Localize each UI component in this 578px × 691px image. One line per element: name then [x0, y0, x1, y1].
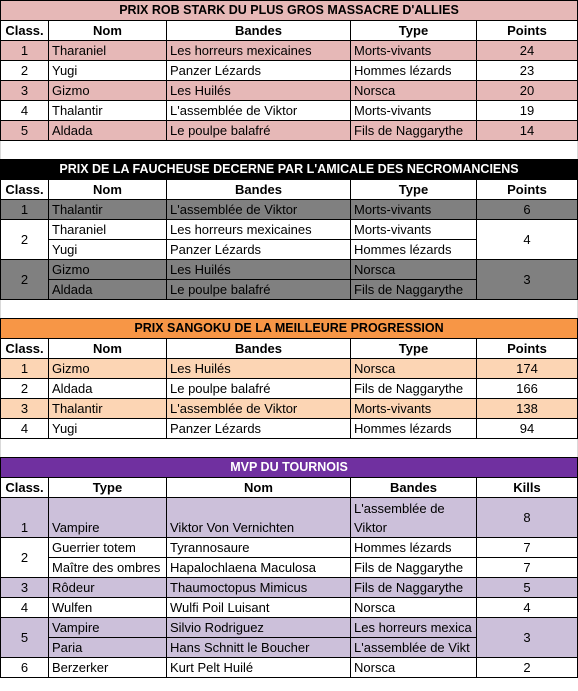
name-cell: Yugi [49, 419, 167, 439]
name-cell: Aldada [49, 379, 167, 399]
table-row [1, 658, 578, 678]
rank-cell: 3 [1, 81, 49, 101]
spacer-cell [1, 141, 578, 160]
band-cell: Hommes lézards [351, 538, 477, 558]
name-cell: Gizmo [49, 260, 167, 280]
table-row [1, 41, 578, 61]
name-cell: Aldada [49, 280, 167, 300]
table-row [1, 498, 578, 538]
points-cell: 166 [477, 379, 578, 399]
t4-header-cell: Bandes [351, 478, 477, 498]
t3-header-cell: Points [477, 339, 578, 359]
rank-cell: 4 [1, 598, 49, 618]
points-cell: 20 [477, 81, 578, 101]
name-cell: Thaumoctopus Mimicus [167, 578, 351, 598]
table-row [1, 200, 578, 220]
band-cell: L'assemblée de Viktor [167, 200, 351, 220]
spacer-row [1, 141, 578, 160]
rank-cell: 3 [1, 399, 49, 419]
t4-header-row [1, 478, 578, 498]
type-cell: Morts-vivants [351, 200, 477, 220]
table-row [1, 419, 578, 439]
name-cell: Thalantir [49, 399, 167, 419]
name-cell: Tharaniel [49, 220, 167, 240]
name-cell: Hapalochlaena Maculosa [167, 558, 351, 578]
type-cell: Hommes lézards [351, 61, 477, 81]
rank-cell: 5 [1, 618, 49, 658]
band-cell: L'assemblée de Viktor [167, 399, 351, 419]
table-row [1, 61, 578, 81]
t4-header-cell: Class. [1, 478, 49, 498]
type-cell: Norsca [351, 260, 477, 280]
t1-header-cell: Class. [1, 21, 49, 41]
t4-header-cell: Kills [477, 478, 578, 498]
rank-cell: 2 [1, 220, 49, 260]
rank-cell: 3 [1, 578, 49, 598]
t1-title-row [1, 1, 578, 21]
t3-title-row [1, 319, 578, 339]
kills-cell: 2 [477, 658, 578, 678]
rank-cell: 4 [1, 419, 49, 439]
rank-cell: 5 [1, 121, 49, 141]
t3-title: PRIX SANGOKU DE LA MEILLEURE PROGRESSION [1, 319, 578, 339]
type-cell: Fils de Naggarythe [351, 379, 477, 399]
name-cell: Yugi [49, 61, 167, 81]
name-cell: Tharaniel [49, 41, 167, 61]
points-cell: 14 [477, 121, 578, 141]
t4-title-row [1, 458, 578, 478]
name-cell: Silvio Rodriguez [167, 618, 351, 638]
t3-header-cell: Type [351, 339, 477, 359]
type-cell: Vampire [49, 618, 167, 638]
band-cell: Panzer Lézards [167, 240, 351, 260]
rank-cell: 1 [1, 498, 49, 538]
name-cell: Wulfi Poil Luisant [167, 598, 351, 618]
rank-cell: 4 [1, 101, 49, 121]
points-cell: 24 [477, 41, 578, 61]
rank-cell: 6 [1, 658, 49, 678]
band-cell: Le poulpe balafré [167, 379, 351, 399]
t2-header-cell: Type [351, 180, 477, 200]
points-cell: 174 [477, 359, 578, 379]
rank-cell: 2 [1, 379, 49, 399]
band-cell: Les horreurs mexicaines [167, 41, 351, 61]
t2-header-cell: Points [477, 180, 578, 200]
table-row [1, 598, 578, 618]
kills-cell: 7 [477, 538, 578, 558]
type-cell: Morts-vivants [351, 399, 477, 419]
rank-cell: 1 [1, 41, 49, 61]
name-cell: Gizmo [49, 81, 167, 101]
table-row [1, 399, 578, 419]
t3-header-row [1, 339, 578, 359]
t1-header-cell: Bandes [167, 21, 351, 41]
type-cell: Morts-vivants [351, 101, 477, 121]
points-cell: 138 [477, 399, 578, 419]
type-cell: Vampire [49, 498, 167, 538]
t1-header-cell: Type [351, 21, 477, 41]
type-cell: Berzerker [49, 658, 167, 678]
table-row [1, 121, 578, 141]
spacer-row [1, 300, 578, 319]
type-cell: Fils de Naggarythe [351, 121, 477, 141]
type-cell: Morts-vivants [351, 220, 477, 240]
t4-header-cell: Type [49, 478, 167, 498]
band-cell: Les horreurs mexicaines [167, 220, 351, 240]
name-cell: Thalantir [49, 101, 167, 121]
type-cell: Norsca [351, 359, 477, 379]
t2-header-row [1, 180, 578, 200]
t4-title: MVP DU TOURNOIS [1, 458, 578, 478]
table-row [1, 101, 578, 121]
type-cell: Guerrier totem [49, 538, 167, 558]
table-row [1, 379, 578, 399]
t2-header-cell: Bandes [167, 180, 351, 200]
table-row [1, 81, 578, 101]
table-row [1, 578, 578, 598]
points-cell: 3 [477, 260, 578, 300]
band-cell: Les Huilés [167, 260, 351, 280]
type-cell: Rôdeur [49, 578, 167, 598]
type-cell: Hommes lézards [351, 419, 477, 439]
table-row [1, 558, 578, 578]
name-cell: Tyrannosaure [167, 538, 351, 558]
table-row [1, 359, 578, 379]
band-cell: Les Huilés [167, 359, 351, 379]
name-cell: Gizmo [49, 359, 167, 379]
band-line: Viktor [354, 519, 387, 535]
points-cell: 4 [477, 220, 578, 260]
type-cell: Paria [49, 638, 167, 658]
band-cell: Le poulpe balafré [167, 121, 351, 141]
t1-header-cell: Points [477, 21, 578, 41]
spacer-cell [1, 439, 578, 458]
spacer-cell [1, 300, 578, 319]
t3-header-cell: Nom [49, 339, 167, 359]
type-cell: Fils de Naggarythe [351, 280, 477, 300]
band-cell [351, 498, 477, 538]
t4-header-cell: Nom [167, 478, 351, 498]
band-cell: Norsca [351, 598, 477, 618]
name-cell: Kurt Pelt Huilé [167, 658, 351, 678]
kills-cell: 3 [477, 618, 578, 658]
kills-cell: 5 [477, 578, 578, 598]
points-cell: 19 [477, 101, 578, 121]
t3-header-cell: Class. [1, 339, 49, 359]
band-cell: Fils de Naggarythe [351, 558, 477, 578]
band-cell: Les horreurs mexica [351, 618, 477, 638]
name-cell: Thalantir [49, 200, 167, 220]
band-cell: Les Huilés [167, 81, 351, 101]
rank-cell: 2 [1, 260, 49, 300]
rank-cell: 2 [1, 538, 49, 578]
band-cell: L'assemblée de Viktor [167, 101, 351, 121]
type-cell: Wulfen [49, 598, 167, 618]
points-cell: 6 [477, 200, 578, 220]
type-cell: Norsca [351, 81, 477, 101]
t1-header-cell: Nom [49, 21, 167, 41]
spacer-row [1, 439, 578, 458]
table-row [1, 618, 578, 638]
t2-header-cell: Nom [49, 180, 167, 200]
t2-title-row [1, 160, 578, 180]
t1-header-row [1, 21, 578, 41]
t1-title: PRIX ROB STARK DU PLUS GROS MASSACRE D'ALLIES [1, 1, 578, 21]
t3-header-cell: Bandes [167, 339, 351, 359]
band-cell: Le poulpe balafré [167, 280, 351, 300]
t2-header-cell: Class. [1, 180, 49, 200]
type-cell: Maître des ombres [49, 558, 167, 578]
kills-cell: 8 [477, 498, 578, 538]
name-cell: Aldada [49, 121, 167, 141]
rank-cell: 1 [1, 200, 49, 220]
rank-cell: 2 [1, 61, 49, 81]
type-cell: Hommes lézards [351, 240, 477, 260]
kills-cell: 4 [477, 598, 578, 618]
rank-cell: 1 [1, 359, 49, 379]
table-row [1, 220, 578, 240]
band-cell: Panzer Lézards [167, 419, 351, 439]
name-cell: Hans Schnitt le Boucher [167, 638, 351, 658]
points-cell: 23 [477, 61, 578, 81]
table-row [1, 260, 578, 280]
name-cell: Viktor Von Vernichten [167, 498, 351, 538]
band-cell: Norsca [351, 658, 477, 678]
table-row [1, 538, 578, 558]
type-cell: Morts-vivants [351, 41, 477, 61]
band-cell: Panzer Lézards [167, 61, 351, 81]
points-cell: 94 [477, 419, 578, 439]
t2-title: PRIX DE LA FAUCHEUSE DECERNE PAR L'AMICALE DES NECROMANCIENS [1, 160, 578, 180]
band-cell: L'assemblée de Vikt [351, 638, 477, 658]
band-cell: Fils de Naggarythe [351, 578, 477, 598]
band-line: L'assemblée de [354, 500, 445, 516]
kills-cell: 7 [477, 558, 578, 578]
name-cell: Yugi [49, 240, 167, 260]
